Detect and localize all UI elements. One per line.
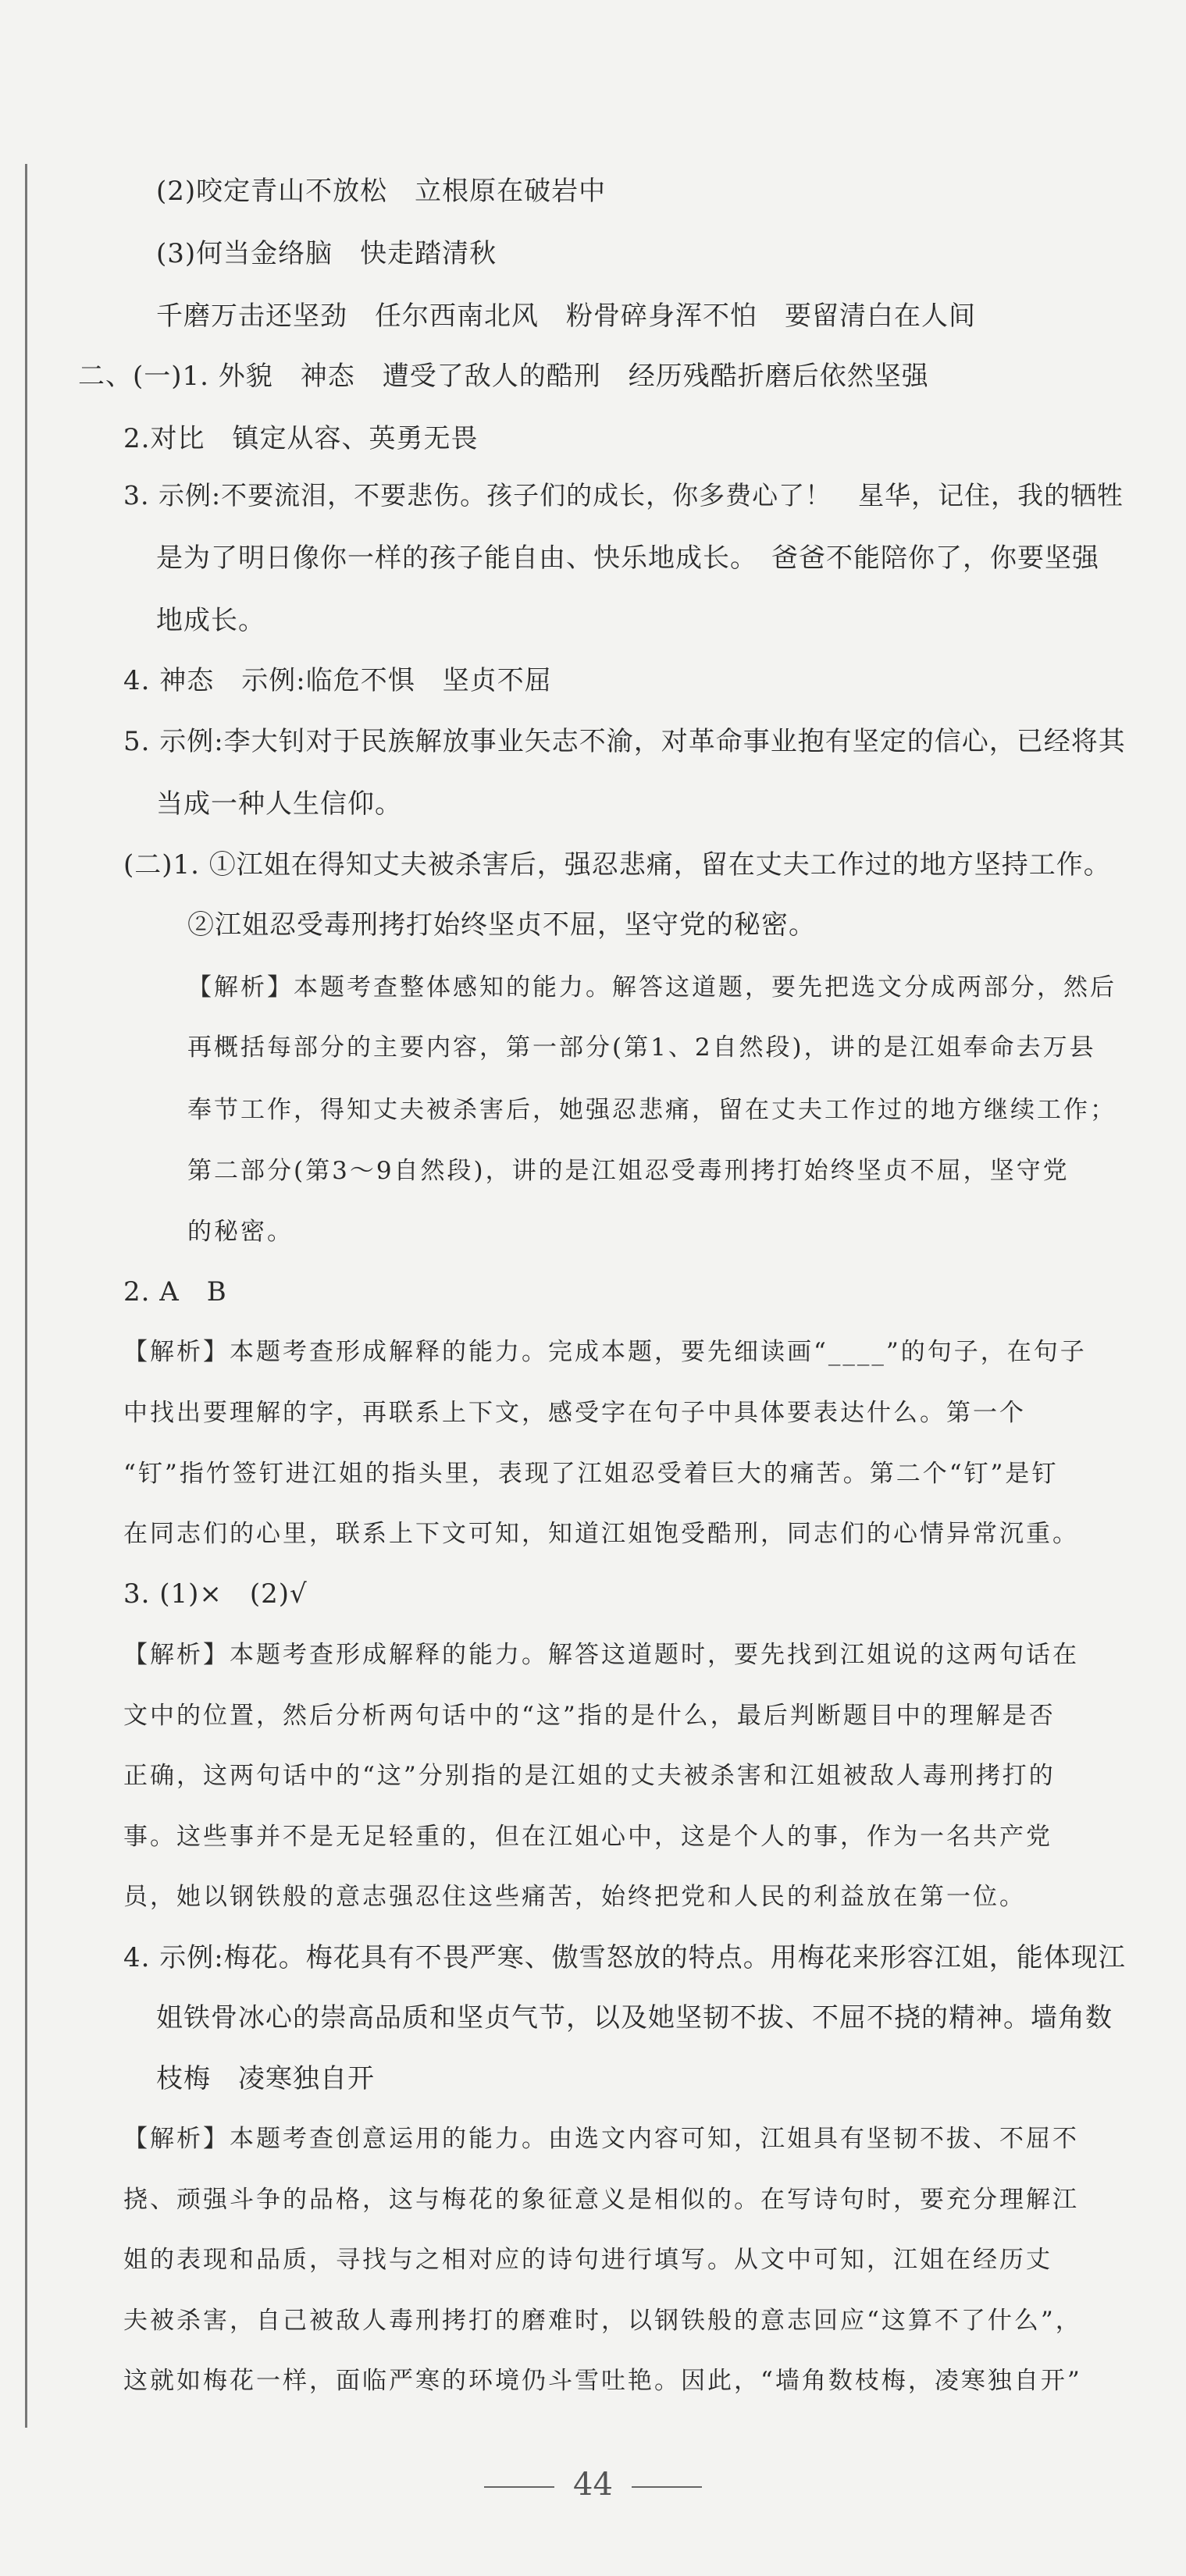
answer-line: 2. A B bbox=[123, 1276, 227, 1308]
left-margin-rule bbox=[25, 164, 27, 2428]
analysis-line: 正确，这两句话中的“这”分别指的是江姐的丈夫被杀害和江姐被敌人毒刑拷打的 bbox=[123, 1762, 1056, 1790]
answer-line: 5. 示例:李大钊对于民族解放事业矢志不渝，对革命事业抱有坚定的信心，已经将其 bbox=[123, 726, 1126, 757]
analysis-line: 挠、顽强斗争的品格，这与梅花的象征意义是相似的。在写诗句时，要充分理解江 bbox=[123, 2186, 1079, 2214]
answer-line: 4. 神态 示例:临危不惧 坚贞不屈 bbox=[123, 665, 552, 696]
analysis-line: 奉节工作，得知丈夫被杀害后，她强忍悲痛，留在丈夫工作过的地方继续工作； bbox=[187, 1096, 1117, 1124]
analysis-line: 【解析】本题考查创意运用的能力。由选文内容可知，江姐具有坚韧不拔、不屈不 bbox=[123, 2125, 1079, 2153]
analysis-line: 事。这些事并不是无足轻重的，但在江姐心中，这是个人的事，作为一名共产党 bbox=[123, 1823, 1052, 1851]
footer-dash-left bbox=[484, 2486, 554, 2488]
analysis-line: 的秘密。 bbox=[187, 1218, 294, 1246]
answer-line: (3)何当金络脑 快走踏清秋 bbox=[156, 238, 497, 269]
answer-line: 枝梅 凌寒独自开 bbox=[156, 2063, 375, 2094]
page-number: 44 bbox=[573, 2467, 613, 2503]
answer-line: 当成一种人生信仰。 bbox=[156, 788, 402, 820]
answer-line: 二、(一)1. 外貌 神态 遭受了敌人的酷刑 经历残酷折磨后依然坚强 bbox=[78, 361, 929, 392]
answer-line: 地成长。 bbox=[156, 605, 265, 636]
analysis-line: 【解析】本题考查形成解释的能力。完成本题，要先细读画“____”的句子，在句子 bbox=[123, 1338, 1087, 1366]
analysis-line: 中找出要理解的字，再联系上下文，感受字在句子中具体要表达什么。第一个 bbox=[123, 1399, 1026, 1427]
answer-line: 4. 示例:梅花。梅花具有不畏严寒、傲雪怒放的特点。用梅花来形容江姐，能体现江 bbox=[123, 1942, 1126, 1973]
footer-dash-right bbox=[632, 2486, 702, 2488]
analysis-line: 【解析】本题考查形成解释的能力。解答这道题时，要先找到江姐说的这两句话在 bbox=[123, 1641, 1079, 1669]
answer-line: 3. 示例:不要流泪，不要悲伤。孩子们的成长，你多费心了！ 星华，记住，我的牺牲 bbox=[123, 480, 1124, 511]
answer-line: 2.对比 镇定从容、英勇无畏 bbox=[123, 423, 479, 454]
answer-line: 是为了明日像你一样的孩子能自由、快乐地成长。 爸爸不能陪你了，你要坚强 bbox=[156, 543, 1099, 574]
analysis-line: 在同志们的心里，联系上下文可知，知道江姐饱受酷刑，同志们的心情异常沉重。 bbox=[123, 1520, 1079, 1548]
analysis-line: 姐的表现和品质，寻找与之相对应的诗句进行填写。从文中可知，江姐在经历丈 bbox=[123, 2246, 1052, 2274]
answer-line: 3. (1)× (2)√ bbox=[123, 1578, 308, 1610]
analysis-line: “钉”指竹签钉进江姐的指头里，表现了江姐忍受着巨大的痛苦。第二个“钉”是钉 bbox=[123, 1460, 1059, 1488]
analysis-line: 夫被杀害，自己被敌人毒刑拷打的磨难时，以钢铁般的意志回应“这算不了什么”， bbox=[123, 2307, 1082, 2335]
analysis-line: 再概括每部分的主要内容，第一部分(第1、2自然段)，讲的是江姐奉命去万县 bbox=[187, 1034, 1096, 1062]
analysis-line: 这就如梅花一样，面临严寒的环境仍斗雪吐艳。因此，“墙角数枝梅，凌寒独自开” bbox=[123, 2367, 1082, 2395]
answer-line: ②江姐忍受毒刑拷打始终坚贞不屈，坚守党的秘密。 bbox=[187, 909, 816, 941]
answer-line: 千磨万击还坚劲 任尔西南北风 粉骨碎身浑不怕 要留清白在人间 bbox=[156, 301, 976, 332]
analysis-line: 员，她以钢铁般的意志强忍住这些痛苦，始终把党和人民的利益放在第一位。 bbox=[123, 1883, 1026, 1911]
analysis-line: 【解析】本题考查整体感知的能力。解答这道题，要先把选文分成两部分，然后 bbox=[187, 973, 1117, 1002]
answer-line: 姐铁骨冰心的崇高品质和坚贞气节，以及她坚韧不拔、不屈不挠的精神。墙角数 bbox=[156, 2002, 1113, 2033]
answer-line: (2)咬定青山不放松 立根原在破岩中 bbox=[156, 176, 607, 207]
page-footer bbox=[0, 2467, 1186, 2503]
answer-line: (二)1. ①江姐在得知丈夫被杀害后，强忍悲痛，留在丈夫工作过的地方坚持工作。 bbox=[123, 849, 1111, 881]
analysis-line: 第二部分(第3～9自然段)，讲的是江姐忍受毒刑拷打始终坚贞不屈，坚守党 bbox=[187, 1157, 1070, 1185]
analysis-line: 文中的位置，然后分析两句话中的“这”指的是什么，最后判断题目中的理解是否 bbox=[123, 1702, 1056, 1730]
